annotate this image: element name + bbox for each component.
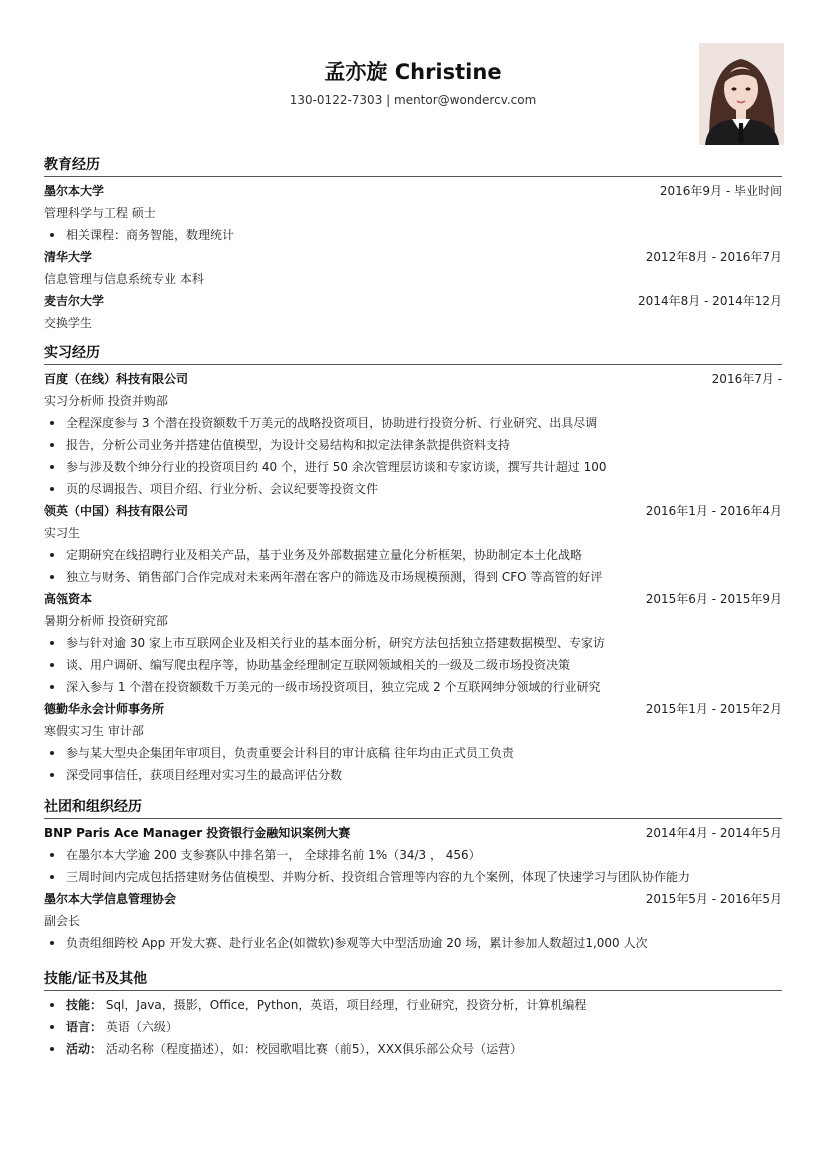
job-title: 实习生 — [44, 526, 81, 540]
clubs-section — [44, 797, 782, 954]
contact-info: 130-0122-7303 | mentor@wondercv.com — [289, 93, 537, 107]
skill-label: 语言： — [66, 1020, 103, 1034]
list-item: 参与针对逾 30 家上市互联网企业及相关行业的基本面分析，研究方法包括独立搭建数据模型、专家访 — [44, 632, 782, 654]
internship-section — [44, 343, 782, 786]
skill-text: 活动名称（程度描述），如：校园歌唱比赛（前5），XXX俱乐部公众号（运营） — [105, 1042, 523, 1056]
list-item: 参与某大型央企集团年审项目，负责重要会计科目的审计底稿 往年均由正式员工负责 — [44, 742, 782, 764]
clubs-title: 社团和组织经历 — [44, 797, 782, 819]
club-name: 墨尔本大学信息管理协会 — [44, 892, 177, 906]
date-range: 2014年4月 - 2014年5月 — [645, 826, 782, 840]
internship-title: 实习经历 — [44, 343, 782, 365]
skill-label: 活动： — [66, 1042, 103, 1056]
date-range: 2015年1月 - 2015年2月 — [645, 702, 782, 716]
list-item: 报告，分析公司业务并搭建估值模型，为设计交易结构和拟定法律条款提供资料支持 — [44, 434, 782, 456]
list-item: 全程深度参与 3 个潜在投资额数千万美元的战略投资项目，协助进行投资分析、行业研究、出具尽调 — [44, 412, 782, 434]
date-range: 2015年5月 - 2016年5月 — [645, 892, 782, 906]
club-item — [44, 888, 782, 954]
education-section — [44, 155, 782, 334]
school-name: 清华大学 — [44, 250, 93, 264]
skill-text: 英语（六级） — [105, 1020, 178, 1034]
school-name: 墨尔本大学 — [44, 184, 105, 198]
degree: 交换学生 — [44, 316, 93, 330]
list-item: 定期研究在线招聘行业及相关产品，基于业务及外部数据建立量化分析框架，协助制定本土化战略 — [44, 544, 782, 566]
list-item: 深入参与 1 个潜在投资额数千万美元的一级市场投资项目，独立完成 2 个互联网绅分领域的行业研究 — [44, 676, 782, 698]
company-name: 德勤华永会计师事务所 — [44, 702, 165, 716]
education-item — [44, 290, 782, 334]
school-name: 麦吉尔大学 — [44, 294, 105, 308]
list-item: 独立与财务、销售部门合作完成对未来两年潜在客户的筛选及市场规模预测，得到 CFO 等高管的好评 — [44, 566, 782, 588]
club-name: BNP Paris Ace Manager 投资银行金融知识案例大赛 — [44, 826, 351, 840]
portrait-image — [699, 43, 784, 145]
education-item — [44, 180, 782, 246]
skill-item — [44, 994, 782, 1016]
list-item: 页的尽调报告、项目介绍、行业分析、会议纪要等投资文件 — [44, 478, 782, 500]
skills-section — [44, 969, 782, 1060]
date-range: 2016年7月 - — [711, 372, 782, 386]
profile-photo — [699, 43, 784, 145]
list-item: 深受同事信任，获项目经理对实习生的最高评估分数 — [44, 764, 782, 786]
club-item — [44, 822, 782, 888]
job-title: 寒假实习生 审计部 — [44, 724, 144, 738]
internship-item — [44, 698, 782, 786]
skills-title: 技能/证书及其他 — [44, 969, 782, 991]
date-range: 2014年8月 - 2014年12月 — [638, 294, 782, 308]
list-item: 参与涉及数个绅分行业的投资项目约 40 个，进行 50 余次管理层访谈和专家访谈，撰写共计超过 100 — [44, 456, 782, 478]
job-title: 实习分析师 投资并购部 — [44, 394, 168, 408]
candidate-name: 孟亦旋 Christine — [324, 60, 502, 84]
list-item: 谈、用户调研、编写爬虫程序等，协助基金经理制定互联网领域相关的一级及二级市场投资决策 — [44, 654, 782, 676]
internship-item — [44, 500, 782, 588]
date-range: 2012年8月 - 2016年7月 — [645, 250, 782, 264]
degree: 信息管理与信息系统专业 本科 — [44, 272, 204, 286]
date-range: 2016年1月 - 2016年4月 — [645, 504, 782, 518]
education-item — [44, 246, 782, 290]
list-item: 负责组细跨校 App 开发大赛、赴行业名企(如微软)参观等大中型活劢逾 20 场，累计参加人数超过1,000 人次 — [44, 932, 782, 954]
skill-item — [44, 1038, 782, 1060]
internship-item — [44, 368, 782, 500]
skill-text: Sql，Java，摄影，Office，Python，英语，项目经理，行业研究，投资分析，计算机编程 — [105, 998, 587, 1012]
internship-item — [44, 588, 782, 698]
degree: 管理科学与工程 硕士 — [44, 206, 156, 220]
company-name: 高瓴资本 — [44, 592, 93, 606]
list-item: 在墨尔本大学逾 200 支参赛队中排名第一， 全球排名前 1%（34/3 ， 456） — [44, 844, 782, 866]
company-name: 百度（在线）科技有限公司 — [44, 372, 189, 386]
list-item: 相关课程：商务智能，数理统计 — [44, 224, 782, 246]
education-title: 教育经历 — [44, 155, 782, 177]
date-range: 2016年9月 - 毕业时间 — [659, 184, 782, 198]
skill-item — [44, 1016, 782, 1038]
skill-label: 技能： — [66, 998, 103, 1012]
company-name: 领英（中国）科技有限公司 — [44, 504, 189, 518]
club-role: 副会长 — [44, 914, 81, 928]
job-title: 暑期分析师 投资研究部 — [44, 614, 168, 628]
date-range: 2015年6月 - 2015年9月 — [645, 592, 782, 606]
list-item: 三周时间内完成包括搭建财务估值模型、并购分析、投资组合管理等内容的九个案例，体现了快速学习与团队协作能力 — [44, 866, 782, 888]
